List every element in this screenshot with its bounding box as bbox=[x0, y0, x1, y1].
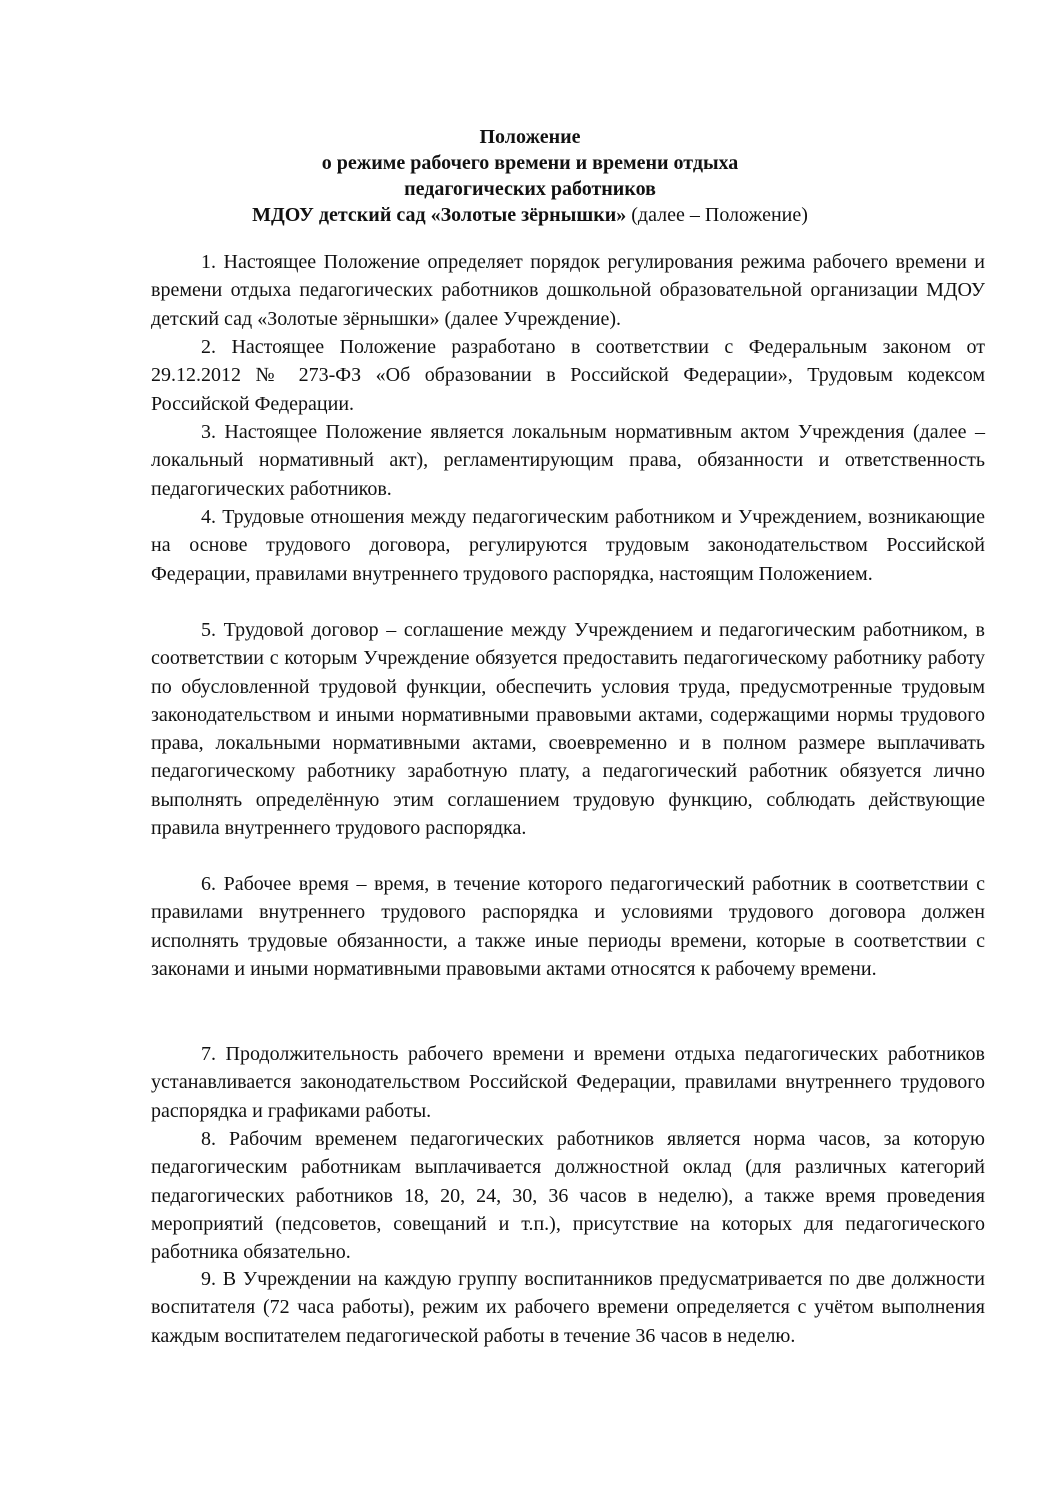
document-title: Положение bbox=[479, 126, 581, 148]
document-subtitle-line-3 bbox=[0, 202, 1060, 228]
paragraph-7: 7. Продолжительность рабочего времени и времени отдыха педагогических работников устанавливается законодательством Российской Федерации, правилами внутреннего трудового распорядка и графиками работы. bbox=[151, 1043, 985, 1122]
paragraph-3: 3. Настоящее Положение является локальным нормативным актом Учреждения (далее – локальный нормативный акт), регламентирующим права, обязанности и ответственность педагогических работников. bbox=[151, 421, 985, 500]
paragraph-9: 9. В Учреждении на каждую группу воспитанников предусматривается по две должности воспитателя (72 часа работы), режим их рабочего времени определяется с учётом выполнения каждым воспитателем педагогической работы в течение 36 часов в неделю. bbox=[151, 1268, 985, 1347]
paragraph-4: 4. Трудовые отношения между педагогическим работником и Учреждением, возникающие на основе трудового договора, регулируются трудовым законодательством Российской Федерации, правилами внутреннего трудового распорядка, настоящим Положением. bbox=[151, 506, 985, 585]
paragraph-2: 2. Настоящее Положение разработано в соответствии с Федеральным законом от 29.12.2012 № 273-ФЗ «Об образовании в Российской Федерации», Трудовым кодексом Российской Федерации. bbox=[151, 336, 985, 415]
document-subtitle-line-1: о режиме рабочего времени и времени отдыха bbox=[321, 152, 739, 174]
paragraph-1: 1. Настоящее Положение определяет порядок регулирования режима рабочего времени и времени отдыха педагогических работников дошкольной образовательной организации МДОУ детский сад «Золотые зёрнышки» (далее Учреждение). bbox=[151, 251, 985, 330]
paragraph-6: 6. Рабочее время – время, в течение которого педагогический работник в соответствии с правилами внутреннего трудового распорядка и условиями трудового договора должен исполнять трудовые обязанности, а также иные периоды времени, которые в соответствии с законами и иными нормативными правовыми актами относятся к рабочему времени. bbox=[151, 873, 985, 980]
paragraph-5: 5. Трудовой договор – соглашение между Учреждением и педагогическим работником, в соответствии с которым Учреждение обязуется предоставить педагогическому работнику работу по обусловленной трудовой функции, обеспечить условия труда, предусмотренные трудовым законодательством и иными нормативными правовыми актами, содержащими нормы трудового права, локальными нормативными актами, своевременно и в полном размере выплачивать педагогическому работнику заработную плату, а педагогический работник обязуется лично выполнять определённую этим соглашением трудовую функцию, соблюдать действующие правила внутреннего трудового распорядка. bbox=[151, 619, 985, 840]
paragraph-8: 8. Рабочим временем педагогических работников является норма часов, за которую педагогическим работникам выплачивается должностной оклад (для различных категорий педагогических работников 18, 20, 24, 30, 36 часов в неделю), а также время проведения мероприятий (педсоветов, совещаний и т.п.), присутствие на которых для педагогического работника обязательно. bbox=[151, 1128, 985, 1264]
document-subtitle-line-2: педагогических работников bbox=[404, 178, 656, 200]
institution-name: МДОУ детский сад «Золотые зёрнышки» bbox=[252, 204, 627, 226]
abbreviation-note: (далее – Положение) bbox=[626, 204, 808, 226]
document-header bbox=[0, 124, 1060, 228]
